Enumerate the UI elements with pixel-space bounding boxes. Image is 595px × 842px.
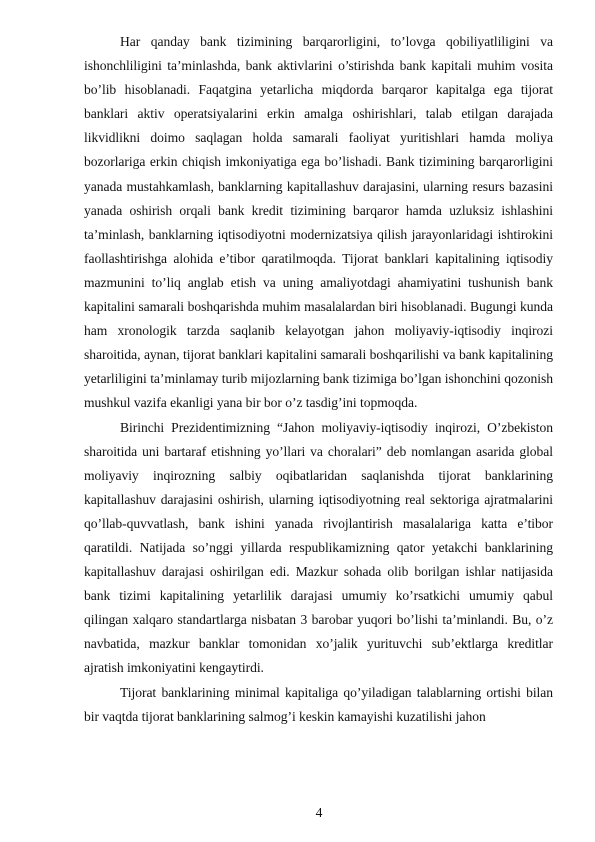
page-number: 4: [315, 805, 323, 820]
paragraph-1: Har qanday bank tizimining barqarorligini, to’lovga qobiliyatliligini va ishonchliligini ta’minlashda, bank aktivlarini o’stirishda bank kapitali muhim vosita bo’lib hisoblanadi. Faqatgina yetarlicha miqdorda barqaror kapitalga ega tijorat banklari aktiv operatsiyalarini erkin amalga oshirishlari, talab etilgan darajada likvidlikni doimo saqlagan holda samarali faoliyat yuritishlari hamda moliya bozorlariga erkin chiqish imkoniyatiga ega bo’lishadi. Bank tizimining barqarorligini yanada mustahkamlash, banklarning kapitallashuv darajasini, ularning resurs bazasini yanada oshirish orqali bank kredit tizimining barqaror hamda uzluksiz ishlashini ta’minlash, banklarning iqtisodiyotni modernizatsiya qilish jarayonlaridagi ishtirokini faollashtirishga alohida e’tibor qaratilmoqda. Tijorat banklari kapitalining iqtisodiy mazmunini to’liq anglab etish va uning amaliyotdagi ahamiyatini tushunish bank kapitalini samarali boshqarishda muhim masalalardan biri hisoblanadi. Bugungi kunda ham xronologik tarzda saqlanib kelayotgan jahon moliyaviy-iqtisodiy inqirozi sharoitida, aynan, tijorat banklari kapitalini samarali boshqarilishi va bank kapitalining yetarliligini ta’minlamay turib mijozlarning bank tizimiga bo’lgan ishonchini qozonish mushkul vazifa ekanligi yana bir bor o’z tasdig’ini topmoqda.: [84, 34, 553, 411]
paragraph-3: Tijorat banklarining minimal kapitaliga qo’yiladigan talablarning ortishi bilan bir vaqtda tijorat banklarining salmog’i keskin kamayishi kuzatilishi jahon: [84, 684, 553, 724]
paragraph-2: Birinchi Prezidentimizning “Jahon moliyaviy-iqtisodiy inqirozi, O’zbekiston sharoitida uni bartaraf etishning yo’llari va choralari” deb nomlangan asarida global moliyaviy inqirozning salbiy oqibatlaridan saqlanishda tijorat banklarining kapitallashuv darajasini oshirish, ularning iqtisodiyotning real sektoriga ajratmalarini qo’llab-quvvatlash, bank ishini yanada rivojlantirish masalalariga katta e’tibor qaratildi. Natijada so’nggi yillarda respublikamizning qator yetakchi banklarining kapitallashuv darajasi oshirilgan edi. Mazkur sohada olib borilgan ishlar natijasida bank tizimi kapitalining yetarlilik darajasi umumiy ko’rsatkichi umumiy qabul qilingan xalqaro standartlarga nisbatan 3 barobar yuqori bo’lishi ta’minlandi. Bu, o’z navbatida, mazkur banklar tomonidan xo’jalik yurituvchi sub’ektlarga kreditlar ajratish imkoniyatini kengaytirdi.: [84, 419, 553, 676]
body-text: [84, 30, 553, 729]
